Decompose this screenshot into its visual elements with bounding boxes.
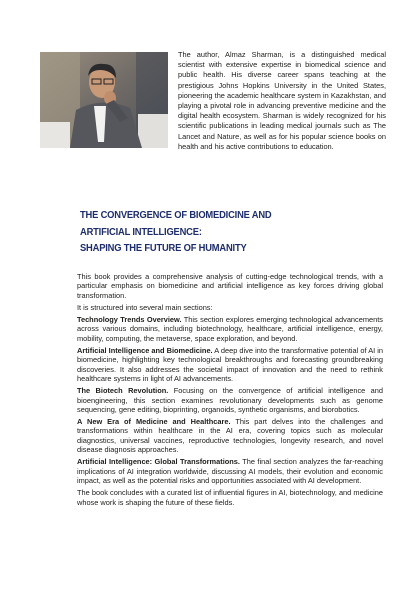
book-description xyxy=(77,272,383,510)
author-photo xyxy=(40,52,168,148)
section-text: This section explores emerging technological advancements across various domains, including biotechnology, healthcare, artificial intelligence, energy, mobility, computing, the metaverse, space exploration, and beyond. xyxy=(77,315,383,343)
conclusion-paragraph: The book concludes with a curated list of influential figures in AI, biotechnology, and medicine whose work is shaping the future of these fields. xyxy=(77,488,383,507)
author-bio: The author, Almaz Sharman, is a distinguished medical scientist with extensive expertise in biomedical science and public health. His diverse career spans teaching at the prestigious Johns Hopkins University in the United States, pioneering the academic healthcare system in Kazakhstan, and playing a pivotal role in advancing preventive medicine and the digital health ecosystem. Sharman is widely recognized for his scientific publications in leading medical journals such as The Lancet and Nature, as well as for his popular science books on health and his active contributions to education. xyxy=(178,50,386,151)
section-heading: A New Era of Medicine and Healthcare. xyxy=(77,417,231,427)
section-heading: Artificial Intelligence and Biomedicine. xyxy=(77,346,213,356)
section-text: This part delves into the challenges and transformations within healthcare in the AI era, covering topics such as molecular diagnostics, universal vaccines, reproductive technologies, longevity research, and novel disease diagnosis approaches. xyxy=(77,417,383,455)
author-portrait-image xyxy=(40,52,168,148)
section-text: The final section analyzes the far-reaching implications of AI integration worldwide, discussing AI models, their evolution and economic impact, as well as the potential risks and opportunities associated with AI development. xyxy=(77,457,383,485)
section-paragraph xyxy=(77,417,383,454)
section-paragraph xyxy=(77,386,383,414)
section-paragraph xyxy=(77,315,383,343)
book-title-line-2: ARTIFICIAL INTELLIGENCE: xyxy=(80,226,202,238)
section-paragraph xyxy=(77,457,383,485)
section-text: A deep dive into the transformative potential of AI in biomedicine, highlighting key technological breakthroughs and forecasting groundbreaking discoveries. It also addresses the societal impact of innovation and the need to rethink healthcare systems in light of AI advancements. xyxy=(77,346,384,383)
section-paragraph xyxy=(77,346,383,383)
book-title-line-1: THE CONVERGENCE OF BIOMEDICINE AND xyxy=(80,210,272,221)
book-title xyxy=(80,208,350,258)
section-text: Focusing on the convergence of artificial intelligence and bioengineering, this section examines revolutionary developments such as genome sequencing, gene editing, bioprinting, organoids, synthetic organisms, and biorobotics. xyxy=(77,386,383,414)
section-heading: The Biotech Revolution. xyxy=(77,386,169,396)
section-heading: Technology Trends Overview. xyxy=(77,315,182,325)
structure-paragraph: It is structured into several main sections: xyxy=(77,302,213,312)
book-title-line-3: SHAPING THE FUTURE OF HUMANITY xyxy=(80,243,247,254)
intro-paragraph: This book provides a comprehensive analysis of cutting-edge technological trends, with a particular emphasis on biomedicine and artificial intelligence as key forces driving global transformation. xyxy=(77,272,383,300)
section-heading: Artificial Intelligence: Global Transformations. xyxy=(77,457,240,467)
